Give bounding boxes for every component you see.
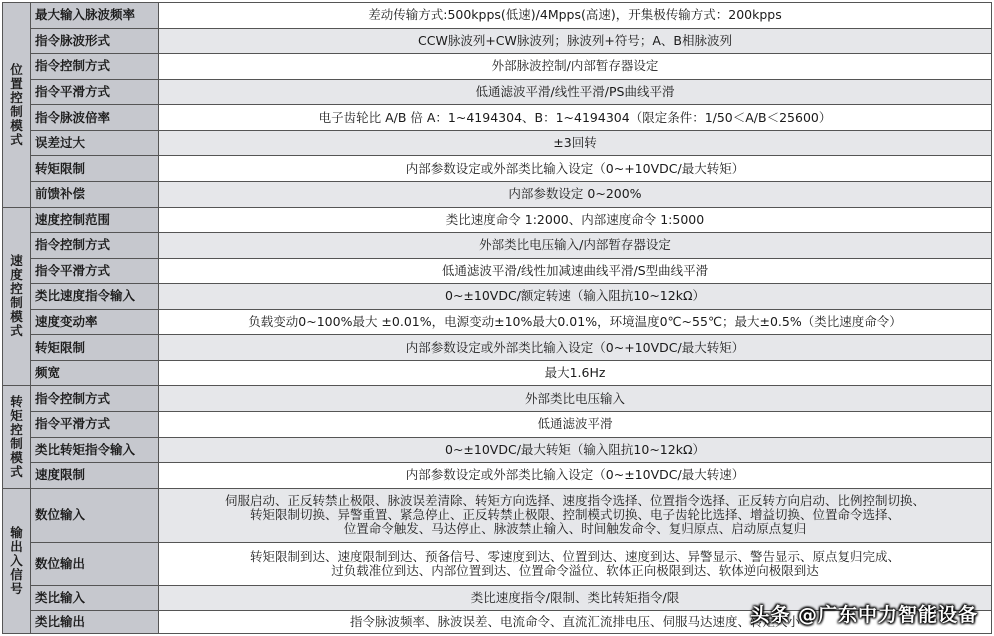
row-label: 前馈补偿 bbox=[31, 181, 159, 207]
section-name-char: 位 bbox=[10, 61, 23, 77]
section-name bbox=[3, 488, 31, 633]
section-name-char: 模 bbox=[10, 309, 23, 325]
section-name-char: 式 bbox=[10, 464, 23, 480]
table-row bbox=[3, 488, 992, 542]
table-row bbox=[3, 79, 992, 105]
table-row bbox=[3, 437, 992, 463]
row-value bbox=[159, 54, 992, 80]
table-row bbox=[3, 28, 992, 54]
section-name-char: 制 bbox=[10, 295, 23, 311]
value-line: 电子齿轮比 A/B 倍 A：1~4194304、B：1~4194304（限定条件：1/50＜A/B＜25600） bbox=[318, 109, 832, 125]
row-label: 指令控制方式 bbox=[31, 54, 159, 80]
row-label: 指令平滑方式 bbox=[31, 258, 159, 284]
row-value bbox=[159, 437, 992, 463]
value-line: 0~±10VDC/额定转速（输入阻抗10~12kΩ） bbox=[445, 288, 705, 304]
value-line: 外部类比电压输入/内部暂存器设定 bbox=[479, 237, 671, 253]
table-row bbox=[3, 181, 992, 207]
row-label: 转矩限制 bbox=[31, 156, 159, 182]
row-value bbox=[159, 542, 992, 585]
row-label: 指令平滑方式 bbox=[31, 412, 159, 438]
row-value bbox=[159, 156, 992, 182]
row-label: 数位输出 bbox=[31, 542, 159, 585]
section-name-char: 模 bbox=[10, 450, 23, 466]
value-line: 差动传输方式:500kpps(低速)/4Mpps(高速)，开集极传输方式：200kpps bbox=[368, 7, 782, 23]
value-line: 低通滤波平滑 bbox=[537, 416, 613, 432]
value-line: 伺服启动、正反转禁止极限、脉波误差清除、转矩方向选择、速度指令选择、位置指令选择、正反转方向启动、比例控制切换、 bbox=[224, 493, 925, 509]
value-line: ±3回转 bbox=[553, 135, 597, 151]
table-row bbox=[3, 542, 992, 585]
row-label: 速度变动率 bbox=[31, 309, 159, 335]
row-label: 指令控制方式 bbox=[31, 233, 159, 259]
table-row bbox=[3, 412, 992, 438]
value-line: 转矩限制到达、速度限制到达、预备信号、零速度到达、位置到达、速度到达、异警显示、警告显示、原点复归完成、 bbox=[249, 548, 900, 564]
row-label: 类比输出 bbox=[31, 611, 159, 634]
section-name-char: 制 bbox=[10, 103, 23, 119]
row-value bbox=[159, 360, 992, 386]
row-value bbox=[159, 79, 992, 105]
row-value bbox=[159, 488, 992, 542]
table-row bbox=[3, 105, 992, 131]
table-row bbox=[3, 360, 992, 386]
value-line: 指令脉波频率、脉波误差、电流命令、直流汇流排电压、伺服马达速度、转矩大小 bbox=[349, 614, 800, 630]
row-value bbox=[159, 463, 992, 489]
value-line: 内部参数设定或外部类比输入设定（0~±10VDC/最大转速） bbox=[405, 467, 745, 483]
row-value bbox=[159, 309, 992, 335]
row-label: 频宽 bbox=[31, 360, 159, 386]
table-row bbox=[3, 309, 992, 335]
row-label: 误差过大 bbox=[31, 130, 159, 156]
value-line: 负载变动0~100%最大 ±0.01%，电源变动±10%最大0.01%，环境温度0℃~55℃；最大±0.5%（类比速度命令） bbox=[248, 314, 902, 330]
value-line: 过负载准位到达、内部位置到达、位置命令溢位、软体正向极限到达、软体逆向极限到达 bbox=[331, 562, 819, 578]
table-row bbox=[3, 54, 992, 80]
section-name-char: 模 bbox=[10, 117, 23, 133]
section-name-char: 信 bbox=[10, 566, 23, 582]
row-label: 类比速度指令输入 bbox=[31, 284, 159, 310]
spec-table bbox=[2, 2, 992, 634]
section-name-char: 度 bbox=[10, 267, 23, 283]
table-row bbox=[3, 156, 992, 182]
section-name-char: 式 bbox=[10, 131, 23, 147]
row-label: 类比输入 bbox=[31, 585, 159, 611]
table-row bbox=[3, 284, 992, 310]
value-line: 类比速度命令 1:2000、内部速度命令 1:5000 bbox=[445, 211, 705, 227]
section-name-char: 控 bbox=[10, 422, 23, 438]
value-line: 最大1.6Hz bbox=[544, 365, 606, 381]
section-name bbox=[3, 207, 31, 386]
section-name-char: 矩 bbox=[10, 408, 23, 424]
row-label: 指令平滑方式 bbox=[31, 79, 159, 105]
table-row bbox=[3, 386, 992, 412]
row-label: 速度限制 bbox=[31, 463, 159, 489]
row-label: 指令脉波形式 bbox=[31, 28, 159, 54]
section-name bbox=[3, 386, 31, 488]
section-name-char: 控 bbox=[10, 281, 23, 297]
row-value bbox=[159, 28, 992, 54]
table-row bbox=[3, 233, 992, 259]
table-row bbox=[3, 130, 992, 156]
row-label: 最大输入脉波频率 bbox=[31, 3, 159, 29]
row-value bbox=[159, 386, 992, 412]
value-line: 低通滤波平滑/线性加减速曲线平滑/S型曲线平滑 bbox=[441, 262, 709, 278]
spec-body bbox=[3, 3, 992, 634]
value-line: 位置命令触发、马达停止、脉波禁止输入、时间触发命令、复归原点、启动原点复归 bbox=[343, 521, 807, 537]
section-name-char: 制 bbox=[10, 436, 23, 452]
value-line: 内部参数设定或外部类比输入设定（0~+10VDC/最大转矩） bbox=[405, 339, 745, 355]
row-value bbox=[159, 105, 992, 131]
row-label: 指令脉波倍率 bbox=[31, 105, 159, 131]
watermark: 头条 @广东中力智能设备 bbox=[750, 604, 978, 626]
section-name-char: 号 bbox=[10, 580, 23, 596]
section-name-char: 输 bbox=[10, 524, 23, 540]
section-name bbox=[3, 3, 31, 208]
row-value bbox=[159, 335, 992, 361]
table-row bbox=[3, 3, 992, 29]
row-label: 速度控制范围 bbox=[31, 207, 159, 233]
row-value bbox=[159, 130, 992, 156]
value-line: 类比速度指令/限制、类比转矩指令/限 bbox=[470, 590, 680, 606]
table-row bbox=[3, 207, 992, 233]
section-name-char: 速 bbox=[10, 253, 23, 269]
value-line: 外部类比电压输入 bbox=[524, 390, 625, 406]
row-value bbox=[159, 233, 992, 259]
section-name-char: 转 bbox=[10, 394, 23, 410]
section-name-char: 出 bbox=[10, 538, 23, 554]
value-line: 内部参数设定 0~200% bbox=[508, 186, 642, 202]
section-name-char: 式 bbox=[10, 323, 23, 339]
table-row bbox=[3, 463, 992, 489]
row-value bbox=[159, 412, 992, 438]
table-row bbox=[3, 335, 992, 361]
value-line: 转矩限制切换、异警重置、紧急停止、正反转禁止极限、控制模式切换、电子齿轮比选择、增益切换、位置命令选择、 bbox=[249, 507, 900, 523]
section-name-char: 置 bbox=[10, 75, 23, 91]
row-label: 数位输入 bbox=[31, 488, 159, 542]
value-line: CCW脉波列+CW脉波列；脉波列+符号；A、B相脉波列 bbox=[418, 32, 732, 48]
value-line: 0~±10VDC/最大转矩（输入阻抗10~12kΩ） bbox=[445, 441, 705, 457]
row-label: 类比转矩指令输入 bbox=[31, 437, 159, 463]
row-label: 转矩限制 bbox=[31, 335, 159, 361]
row-value bbox=[159, 207, 992, 233]
table-row bbox=[3, 258, 992, 284]
value-line: 内部参数设定或外部类比输入设定（0~+10VDC/最大转矩） bbox=[405, 160, 745, 176]
row-value bbox=[159, 284, 992, 310]
section-name-char: 入 bbox=[10, 552, 23, 568]
value-line: 外部脉波控制/内部暂存器设定 bbox=[491, 58, 659, 74]
row-value bbox=[159, 3, 992, 29]
row-value bbox=[159, 258, 992, 284]
section-name-char: 控 bbox=[10, 89, 23, 105]
row-value bbox=[159, 181, 992, 207]
value-line: 低通滤波平滑/线性平滑/PS曲线平滑 bbox=[475, 83, 675, 99]
row-label: 指令控制方式 bbox=[31, 386, 159, 412]
